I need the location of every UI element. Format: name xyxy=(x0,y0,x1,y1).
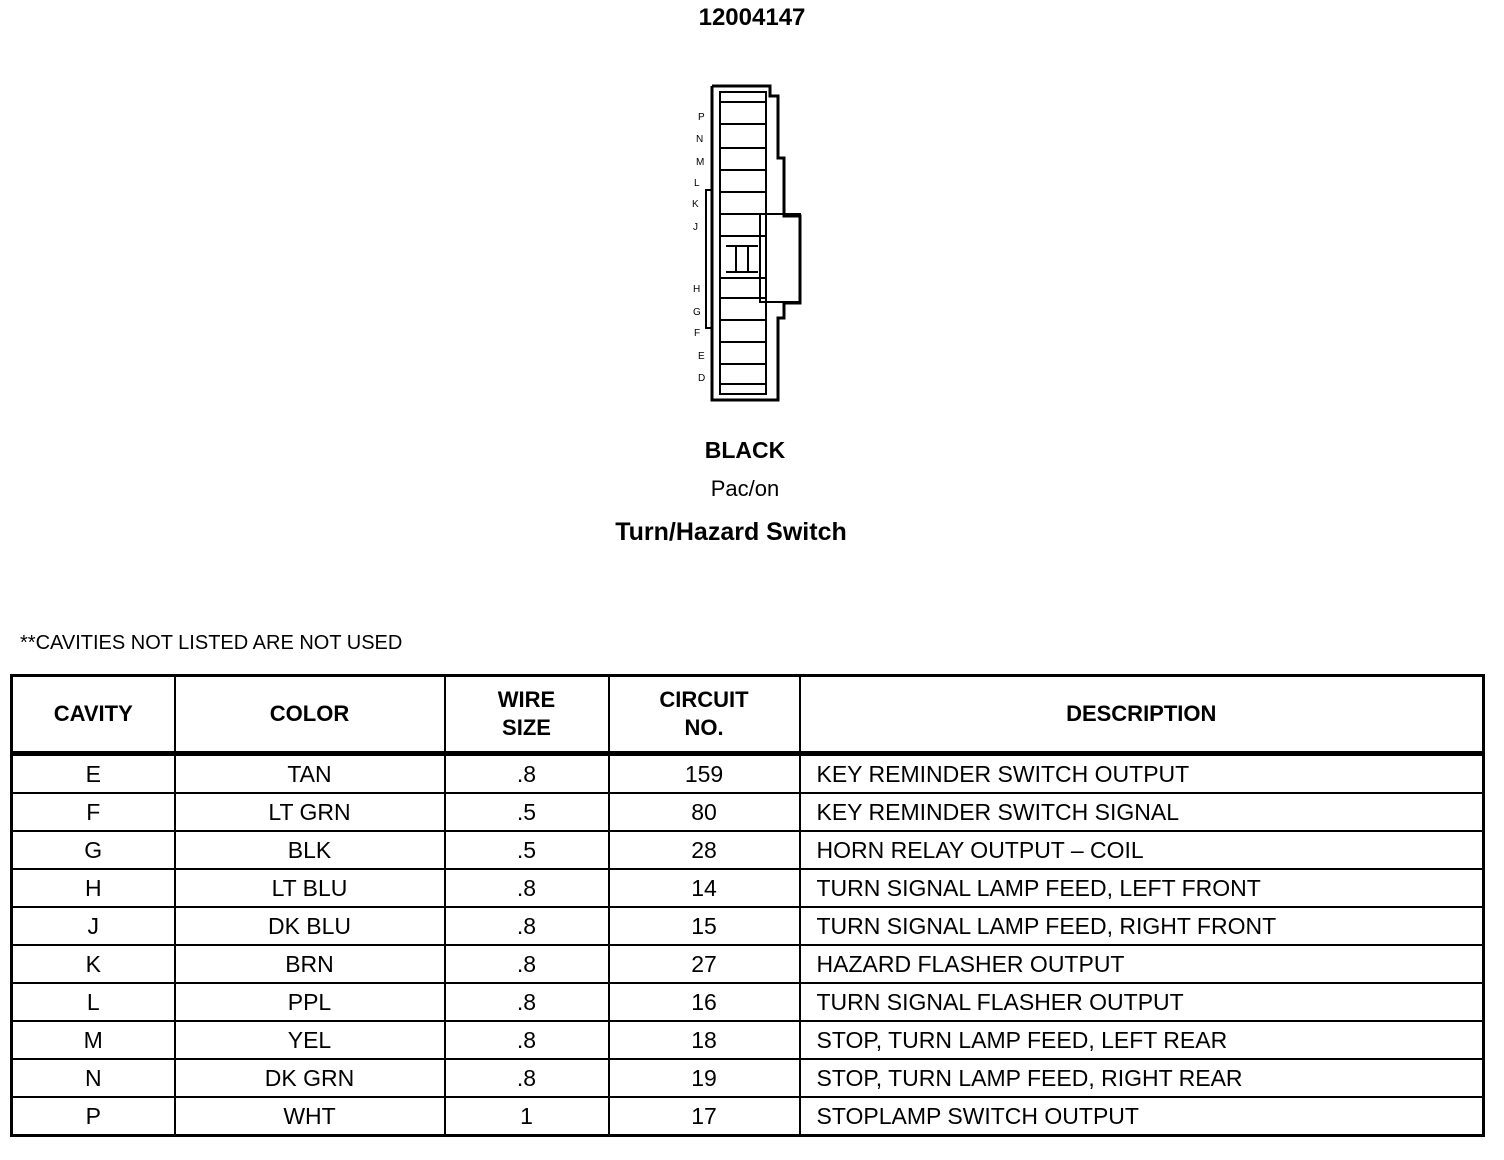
table-row xyxy=(12,754,1484,794)
cell-color: WHT xyxy=(175,1097,445,1136)
table-row xyxy=(12,945,1484,983)
table-header-row xyxy=(12,676,1484,754)
cavity-letter: L xyxy=(694,178,700,189)
table-row xyxy=(12,869,1484,907)
header-description: DESCRIPTION xyxy=(800,676,1484,754)
cell-circuit: 159 xyxy=(609,754,800,794)
header-cavity: CAVITY xyxy=(12,676,175,754)
cavity-letter: H xyxy=(693,284,701,295)
cavity-letter: D xyxy=(698,373,706,384)
cell-cavity: F xyxy=(12,793,175,831)
cell-wire-size: .8 xyxy=(445,1021,609,1059)
cell-circuit: 14 xyxy=(609,869,800,907)
connector-diagram xyxy=(660,78,820,414)
unused-cavities-note: **CAVITIES NOT LISTED ARE NOT USED xyxy=(20,632,403,654)
part-number: 12004147 xyxy=(698,4,806,31)
cell-color: BRN xyxy=(175,945,445,983)
header-wire-size-line1: WIRE xyxy=(497,687,556,712)
table-row xyxy=(12,1059,1484,1097)
cavity-letter: F xyxy=(694,328,701,339)
cell-color: DK BLU xyxy=(175,907,445,945)
cell-description: TURN SIGNAL LAMP FEED, LEFT FRONT xyxy=(800,869,1484,907)
cell-description: TURN SIGNAL LAMP FEED, RIGHT FRONT xyxy=(800,907,1484,945)
cell-cavity: N xyxy=(12,1059,175,1097)
cell-wire-size: .8 xyxy=(445,869,609,907)
cell-color: YEL xyxy=(175,1021,445,1059)
header-circuit-no xyxy=(609,676,800,754)
cell-color: BLK xyxy=(175,831,445,869)
cell-description: KEY REMINDER SWITCH SIGNAL xyxy=(800,793,1484,831)
cell-description: HAZARD FLASHER OUTPUT xyxy=(800,945,1484,983)
header-circuit-line2: NO. xyxy=(684,715,724,740)
header-wire-size-line2: SIZE xyxy=(502,715,551,740)
cell-wire-size: .5 xyxy=(445,793,609,831)
cell-circuit: 28 xyxy=(609,831,800,869)
cell-cavity: L xyxy=(12,983,175,1021)
header-circuit-line1: CIRCUIT xyxy=(659,687,749,712)
cell-description: STOPLAMP SWITCH OUTPUT xyxy=(800,1097,1484,1136)
cell-cavity: G xyxy=(12,831,175,869)
cell-color: TAN xyxy=(175,754,445,794)
header-wire-size xyxy=(445,676,609,754)
cell-color: LT GRN xyxy=(175,793,445,831)
connector-drawing xyxy=(660,78,820,414)
cell-wire-size: .8 xyxy=(445,1059,609,1097)
table-row xyxy=(12,983,1484,1021)
cell-description: STOP, TURN LAMP FEED, RIGHT REAR xyxy=(800,1059,1484,1097)
cell-color: DK GRN xyxy=(175,1059,445,1097)
cell-circuit: 17 xyxy=(609,1097,800,1136)
cavity-letter: G xyxy=(693,307,701,318)
table-row xyxy=(12,907,1484,945)
table-row xyxy=(12,1097,1484,1136)
cell-circuit: 27 xyxy=(609,945,800,983)
cell-cavity: M xyxy=(12,1021,175,1059)
cell-cavity: J xyxy=(12,907,175,945)
cell-cavity: P xyxy=(12,1097,175,1136)
connector-series: Pac/on xyxy=(710,476,780,501)
cell-description: HORN RELAY OUTPUT – COIL xyxy=(800,831,1484,869)
cell-wire-size: .5 xyxy=(445,831,609,869)
cavity-letter: K xyxy=(692,199,699,210)
cavity-letter: J xyxy=(693,222,698,233)
pinout-table xyxy=(10,674,1485,1137)
cavity-letter: P xyxy=(698,112,705,123)
cell-circuit: 16 xyxy=(609,983,800,1021)
header-color: COLOR xyxy=(175,676,445,754)
cell-color: PPL xyxy=(175,983,445,1021)
housing-outline xyxy=(712,86,800,400)
keyway xyxy=(726,246,758,272)
cell-cavity: H xyxy=(12,869,175,907)
cell-wire-size: 1 xyxy=(445,1097,609,1136)
cell-wire-size: .8 xyxy=(445,945,609,983)
table-row xyxy=(12,831,1484,869)
cavity-letter: M xyxy=(696,157,705,168)
cell-description: KEY REMINDER SWITCH OUTPUT xyxy=(800,754,1484,794)
cell-circuit: 18 xyxy=(609,1021,800,1059)
component-name: Turn/Hazard Switch xyxy=(615,518,847,546)
connector-color: BLACK xyxy=(704,437,786,463)
cell-wire-size: .8 xyxy=(445,907,609,945)
cell-description: STOP, TURN LAMP FEED, LEFT REAR xyxy=(800,1021,1484,1059)
table-row xyxy=(12,793,1484,831)
cell-wire-size: .8 xyxy=(445,754,609,794)
cell-description: TURN SIGNAL FLASHER OUTPUT xyxy=(800,983,1484,1021)
cell-color: LT BLU xyxy=(175,869,445,907)
cell-wire-size: .8 xyxy=(445,983,609,1021)
cell-cavity: E xyxy=(12,754,175,794)
cell-circuit: 15 xyxy=(609,907,800,945)
table-row xyxy=(12,1021,1484,1059)
cell-circuit: 80 xyxy=(609,793,800,831)
cell-cavity: K xyxy=(12,945,175,983)
cavity-letter: E xyxy=(698,351,705,362)
cell-circuit: 19 xyxy=(609,1059,800,1097)
cavity-letter: N xyxy=(696,134,704,145)
